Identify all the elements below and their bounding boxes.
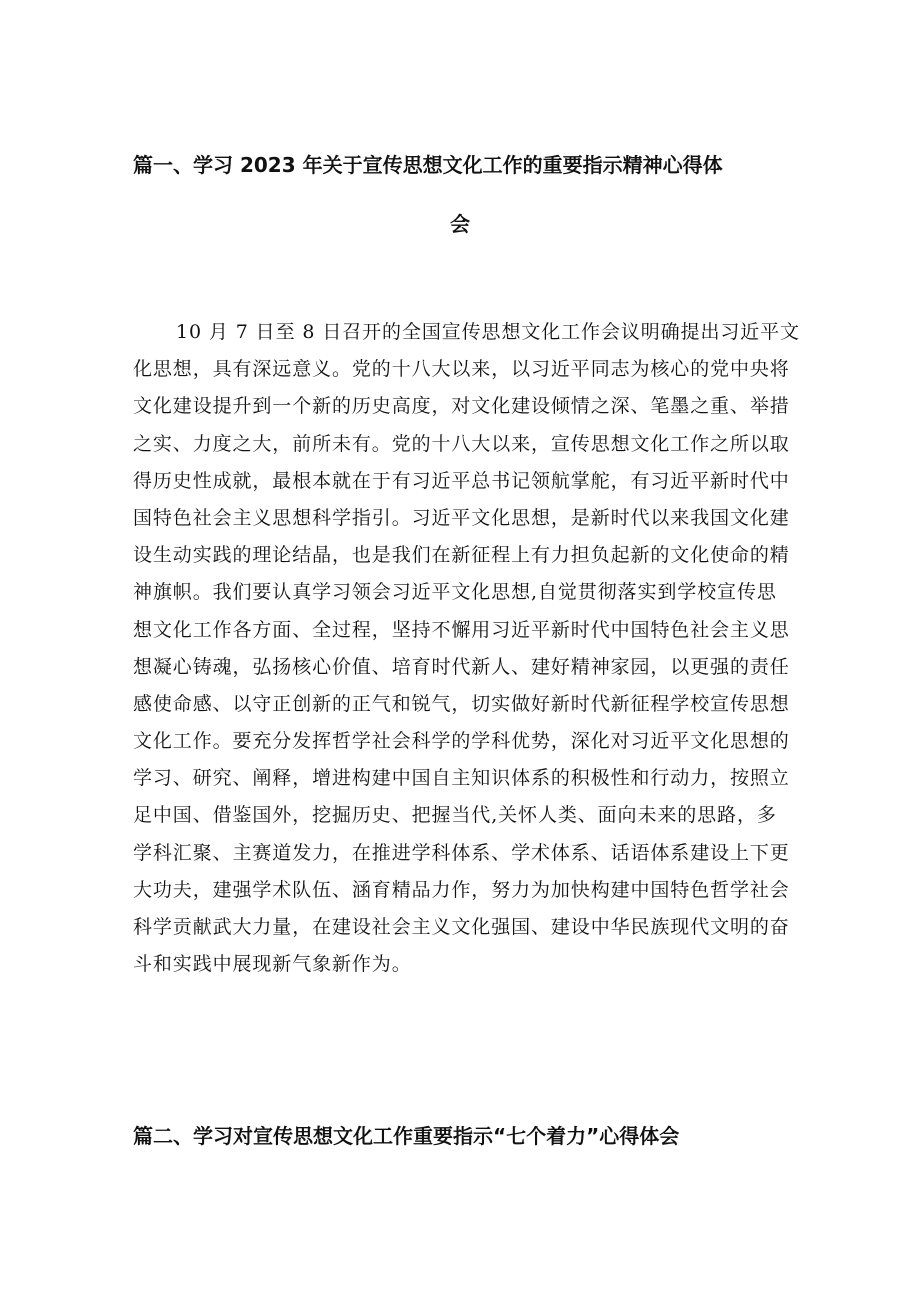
paragraph-line: 足中国、借鉴国外，挖掘历史、把握当代,关怀人类、面向未来的思路，多 — [133, 804, 777, 827]
paragraph-line: 神旗帜。我们要认真学习领会习近平文化思想,自觉贯彻落实到学校宣传思 — [133, 581, 777, 604]
section1-title-line1: 篇一、学习 2023 年关于宣传思想文化工作的重要指示精神心得体 — [133, 153, 723, 177]
section2-title: 篇二、学习对宣传思想文化工作重要指示“七个着力”心得体会 — [133, 1124, 680, 1148]
section1-title-line2: 会 — [450, 212, 470, 236]
paragraph-line: 10 月 7 日至 8 日召开的全国宣传思想文化工作会议明确提出习近平文 — [176, 321, 800, 343]
paragraph-line: 科学贡献武大力量，在建设社会主义文化强国、建设中华民族现代文明的奋 — [133, 916, 790, 938]
paragraph-line: 大功夫，建强学术队伍、涵育精品力作，努力为加快构建中国特色哲学社会 — [133, 878, 790, 901]
paragraph-line: 设生动实践的理论结晶，也是我们在新征程上有力担负起新的文化使命的精 — [133, 544, 790, 567]
section1-paragraph — [133, 314, 800, 983]
paragraph-line: 文化建设提升到一个新的历史高度，对文化建设倾情之深、笔墨之重、举措 — [133, 395, 790, 418]
paragraph-line: 文化工作。要充分发挥哲学社会科学的学科优势，深化对习近平文化思想的 — [133, 730, 790, 753]
paragraph-line: 想文化工作各方面、全过程，坚持不懈用习近平新时代中国特色社会主义思 — [133, 618, 790, 641]
paragraph-line: 学习、研究、阐释，增进构建中国自主知识体系的积极性和行动力，按照立 — [133, 767, 790, 790]
paragraph-line: 想凝心铸魂，弘扬核心价值、培育时代新人、建好精神家园，以更强的责任 — [133, 655, 790, 678]
paragraph-line: 国特色社会主义思想科学指引。习近平文化思想，是新时代以来我国文化建 — [133, 506, 790, 529]
paragraph-line: 化思想，具有深远意义。党的十八大以来，以习近平同志为核心的党中央将 — [133, 358, 790, 381]
paragraph-line: 得历史性成就，最根本就在于有习近平总书记领航掌舵，有习近平新时代中 — [133, 469, 790, 492]
paragraph-line: 斗和实践中展现新气象新作为。 — [133, 953, 412, 976]
paragraph-line: 学科汇聚、主赛道发力，在推进学科体系、学术体系、话语体系建设上下更 — [133, 841, 790, 864]
paragraph-line: 之实、力度之大，前所未有。党的十八大以来，宣传思想文化工作之所以取 — [133, 432, 790, 455]
paragraph-line: 感使命感、以守正创新的正气和锐气，切实做好新时代新征程学校宣传思想 — [133, 692, 790, 715]
